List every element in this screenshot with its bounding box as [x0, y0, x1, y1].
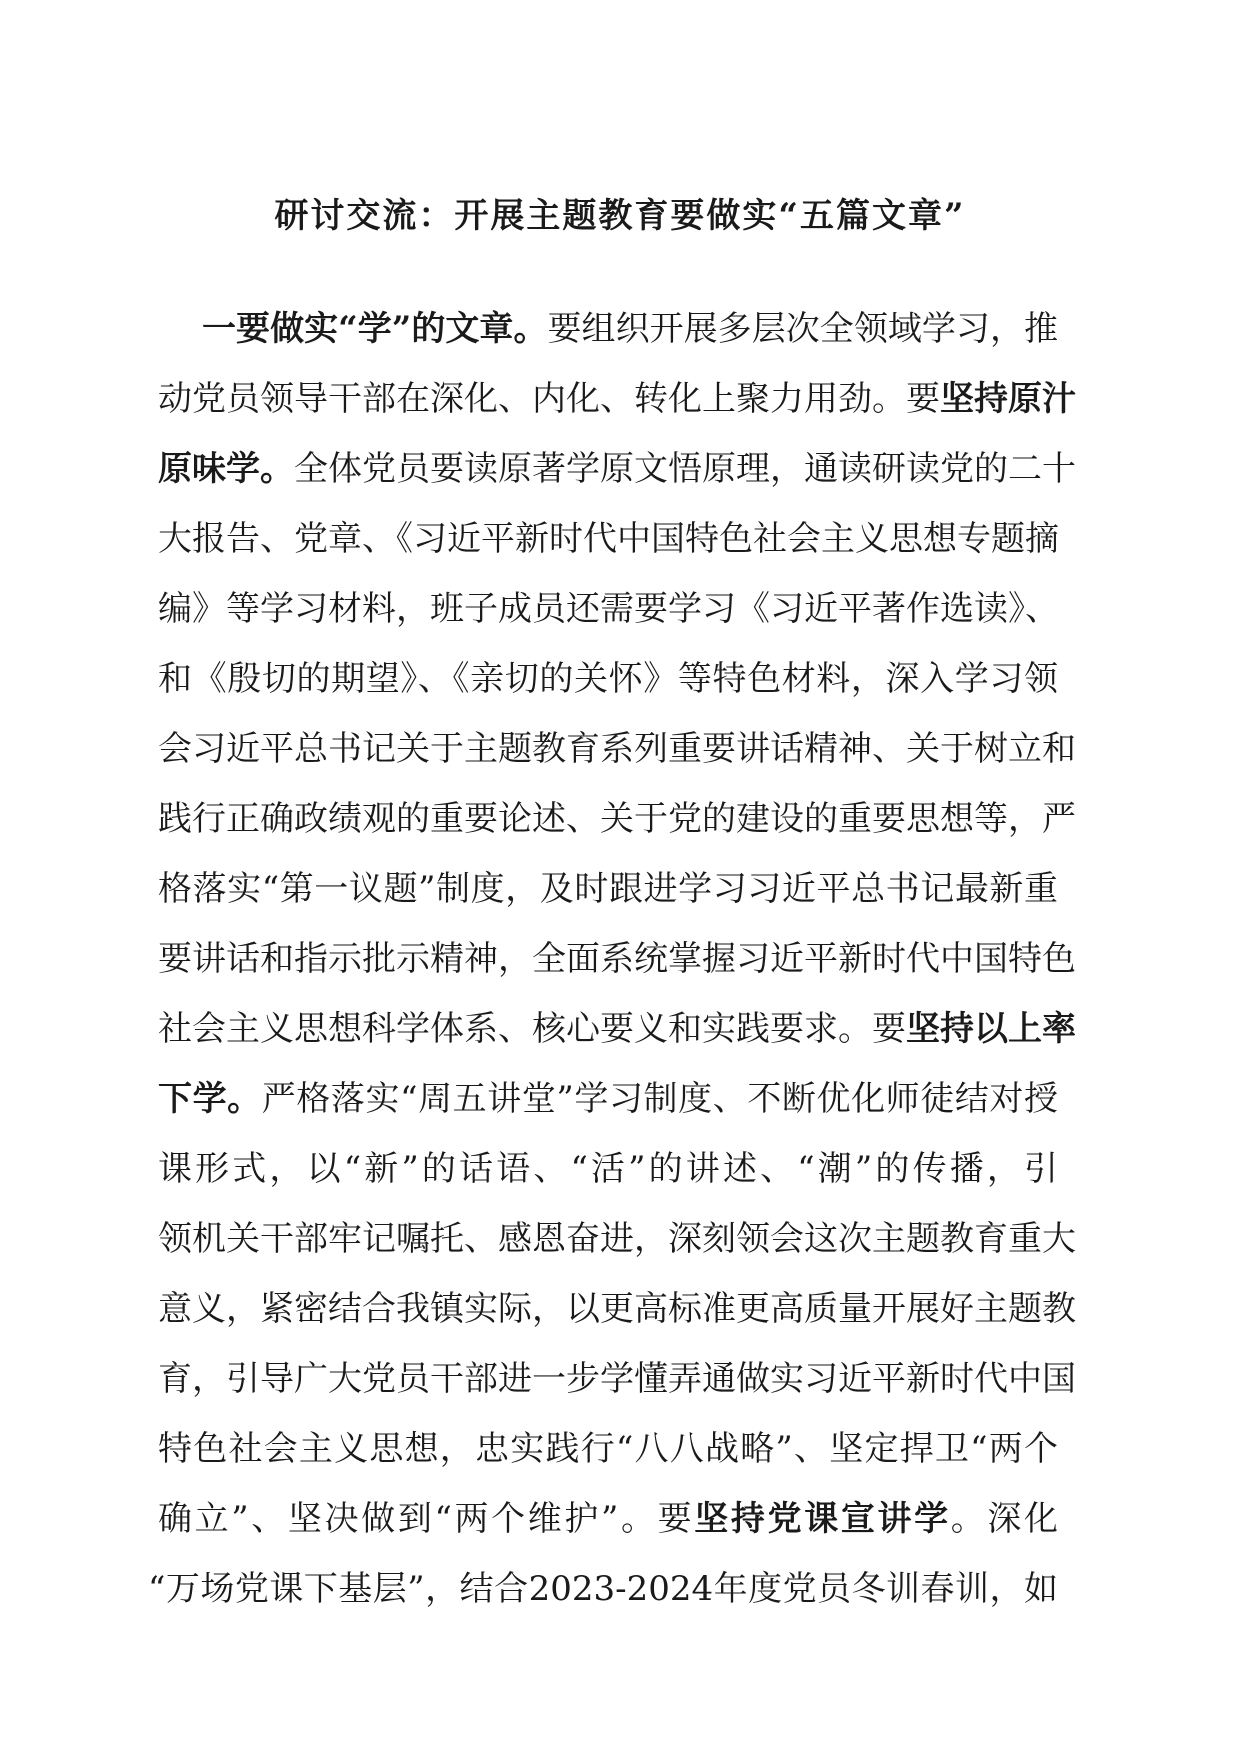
document-body	[148, 294, 1076, 1624]
bold-text: 坚持以上率	[906, 1009, 1076, 1049]
bold-text: 坚持原汁	[940, 379, 1076, 419]
text-run: 确立”、坚决做到“两个维护”。要	[158, 1499, 695, 1539]
text-run: 全体党员要读原著学原文悟原理，通读研读党的二十	[294, 449, 1076, 489]
text-line	[158, 924, 1076, 994]
text-line	[158, 1414, 1058, 1484]
document-title: 研讨交流：开展主题教育要做实“五篇文章”	[274, 196, 966, 236]
text-line	[158, 294, 1058, 364]
text-run: 社会主义思想科学体系、核心要义和实践要求。要	[158, 1009, 906, 1049]
text-run: 要讲话和指示批示精神，全面系统掌握习近平新时代中国特色	[158, 939, 1076, 979]
bold-text: 一要做实“学”的文章。	[202, 309, 548, 349]
text-run: 编》等学习材料，班子成员还需要学习《习近平著作选读》、	[158, 589, 1059, 629]
bold-text: 下学。	[158, 1079, 262, 1119]
text-run: 格落实“第一议题”制度，及时跟进学习习近平总书记最新重	[158, 869, 1058, 909]
text-line	[158, 854, 1058, 924]
bold-text: 坚持党课宣讲学	[694, 1499, 951, 1539]
text-run: 和《殷切的期望》、《亲切的关怀》等特色材料，深入学习领	[158, 659, 1058, 699]
text-line	[158, 784, 1076, 854]
text-line	[158, 364, 1076, 434]
text-line	[158, 1204, 1076, 1274]
text-run: 。深化	[950, 1499, 1059, 1539]
text-line	[158, 1134, 1058, 1204]
text-line	[158, 1064, 1058, 1134]
text-line	[158, 644, 1058, 714]
text-run: 严格落实“周五讲堂”学习制度、不断优化师徒结对授	[261, 1079, 1059, 1119]
text-run: 特色社会主义思想，忠实践行“八八战略”、坚定捍卫“两个	[158, 1429, 1058, 1469]
text-line	[158, 1274, 1076, 1344]
text-run: “万场党课下基层”，结合2023-2024年度党员冬训春训，如	[148, 1569, 1058, 1609]
text-run: 要组织开展多层次全领域学习，推	[547, 309, 1058, 349]
text-line	[158, 1484, 1058, 1554]
text-run: 动党员领导干部在深化、内化、转化上聚力用劲。要	[158, 379, 940, 419]
text-run: 意义，紧密结合我镇实际，以更高标准更高质量开展好主题教	[158, 1289, 1076, 1329]
text-run: 育，引导广大党员干部进一步学懂弄通做实习近平新时代中国	[158, 1359, 1076, 1399]
text-run: 大报告、党章、《习近平新时代中国特色社会主义思想专题摘	[158, 519, 1059, 559]
text-line	[158, 504, 1058, 574]
text-line	[158, 714, 1076, 784]
text-line	[158, 574, 1058, 644]
text-run: 课形式，以“新”的话语、“活”的讲述、“潮”的传播，引	[158, 1149, 1058, 1189]
text-line	[158, 1344, 1076, 1414]
text-run: 领机关干部牢记嘱托、感恩奋进，深刻领会这次主题教育重大	[158, 1219, 1076, 1259]
bold-text: 原味学。	[158, 449, 294, 489]
text-run: 会习近平总书记关于主题教育系列重要讲话精神、关于树立和	[158, 729, 1076, 769]
text-line	[158, 434, 1076, 504]
text-line	[158, 994, 1076, 1064]
text-line	[148, 1554, 1058, 1624]
text-run: 践行正确政绩观的重要论述、关于党的建设的重要思想等，严	[158, 799, 1076, 839]
